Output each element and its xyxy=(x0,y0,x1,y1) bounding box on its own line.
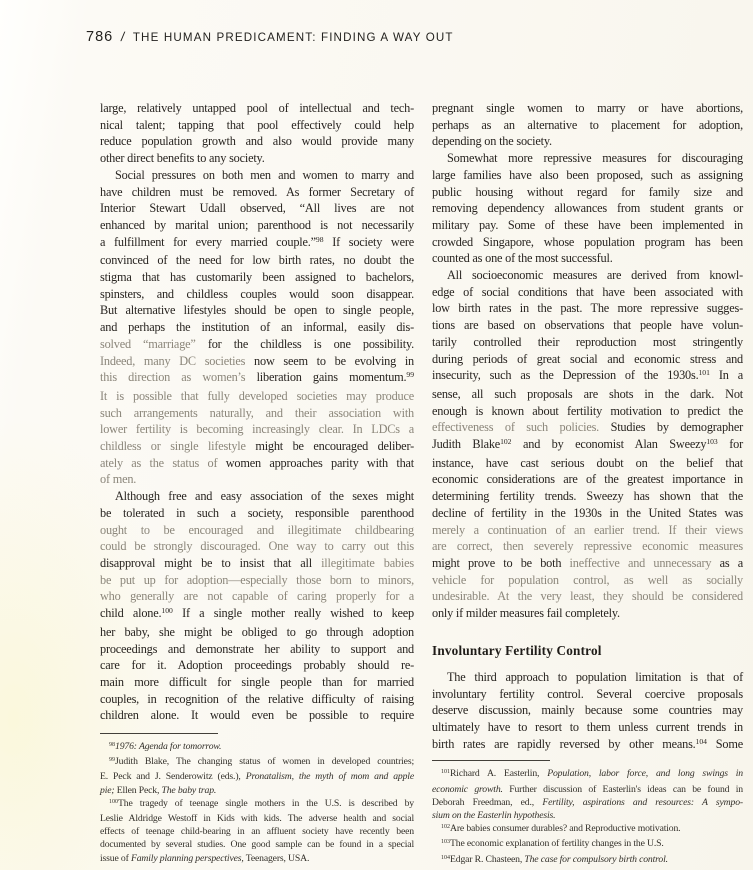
text-line: edge of social conditions that have been associated with xyxy=(432,284,743,299)
text-line: $^{101}$Richard A. Easterlin, Population, labor force, and long swings in xyxy=(441,768,743,780)
text-line: large families have also been proposed, such as assigning xyxy=(432,167,743,182)
text-line: lower fertility is becoming increasingly clear. In LDCs a xyxy=(100,422,414,437)
text-line: nical talent; tapping that pool effectively could help xyxy=(100,117,414,132)
section-heading: Involuntary Fertility Control xyxy=(432,642,602,658)
text-line: Deborah Freedman, ed., Fertility, aspirations and resources: A sympo- xyxy=(432,796,743,808)
text-line: counted as one of the most successful. xyxy=(432,251,613,266)
footnote-rule-left xyxy=(100,733,218,734)
text-line: solved “marriage” for the childless is one possibility. xyxy=(100,336,414,351)
text-line: depending on the society. xyxy=(432,134,552,149)
text-line: might prove to be both ineffective and unnecessary as a xyxy=(432,555,743,570)
text-line: economic considerations are of the greatest importance in xyxy=(432,472,743,487)
text-line: undesirable. At the very least, they should be considered xyxy=(432,589,743,604)
text-line: couples, in recognition of the relative difficulty of raising xyxy=(100,691,414,706)
text-line: But alternative lifestyles should be open to single people, xyxy=(100,303,414,318)
text-line: $^{103}$The economic explanation of fertility changes in the U.S. xyxy=(441,838,664,850)
text-line: stigma that has customarily been assigned to bachelors, xyxy=(100,270,414,285)
text-line: $^{102}$Are babies consumer durables? and Reproductive motivation. xyxy=(441,823,681,835)
text-line: be put up for adoption—especially those born to minors, xyxy=(100,572,414,587)
page-number: 786 xyxy=(86,29,114,45)
text-line: documented by several studies. One good sample can be found in a special xyxy=(100,839,414,851)
text-line: public housing without regard for family size and xyxy=(432,184,743,199)
text-line: ately as the status of women approaches parity with that xyxy=(100,455,414,470)
text-line: E. Peck and J. Senderowitz (eds.), Pronatalism, the myth of mom and apple xyxy=(100,771,414,783)
text-line: are correct, then severely repressive economic measures xyxy=(432,539,743,554)
text-line: All socioeconomic measures are derived from knowl- xyxy=(447,268,743,283)
text-line: during periods of great social and economic stress and xyxy=(432,351,743,366)
text-line: $^{98}$1976: Agenda for tomorrow. xyxy=(109,741,222,753)
text-line: ultimately have to resort to them unless current trends in xyxy=(432,719,743,734)
text-line: It is possible that fully developed societies may produce xyxy=(100,388,414,403)
text-line: who generally are not capable of caring properly for a xyxy=(100,589,414,604)
text-line: children alone. It would even be possible to require xyxy=(100,708,414,723)
right-column xyxy=(432,100,743,868)
text-line: reduce population growth and also would provide many xyxy=(100,134,414,149)
text-line: and perhaps the institution of an informal, easily dis- xyxy=(100,320,414,335)
text-line: enough is known about fertility motivation to predict the xyxy=(432,403,743,418)
text-line: Somewhat more repressive measures for discouraging xyxy=(447,151,743,166)
text-line: Indeed, many DC societies now seem to be evolving in xyxy=(100,353,415,368)
text-line: care for it. Adoption proceedings probably should re- xyxy=(100,658,414,673)
text-line: economic growth. Further discussion of Easterlin's ideas can be found in xyxy=(432,783,743,795)
right-column-body-lower xyxy=(432,669,743,755)
text-line: merely a continuation of an earlier trend. If their views xyxy=(432,522,743,537)
text-line: crowded Singapore, whose population program has been xyxy=(432,234,743,249)
text-line: be tolerated in such a society, responsible parenthood xyxy=(100,505,414,520)
text-line: insecurity, such as the Depression of the 1930s.$^{101}$ In a xyxy=(432,368,743,383)
page-header xyxy=(86,29,454,45)
text-line: effectiveness of such policies. Studies by demographer xyxy=(432,420,743,435)
text-line: instance, have cast serious doubt on the belief that xyxy=(432,455,743,470)
text-line: birth rates are rapidly reversed by other means.$^{104}$ Some xyxy=(432,736,743,751)
text-line: other direct benefits to any society. xyxy=(100,151,265,166)
text-line: large, relatively untapped pool of intellectual and tech- xyxy=(100,101,414,115)
text-line: spinsters, and childless couples would soon disappear. xyxy=(100,286,414,301)
text-line: issue of Family planning perspectives, Teenagers, USA. xyxy=(100,852,310,864)
left-column xyxy=(100,100,414,865)
text-line: convinced of the need for low birth rates, no doubt the xyxy=(100,253,414,268)
text-line: perhaps as an alternative to placement for adoption, xyxy=(432,117,743,132)
text-line: have children must be removed. As former Secretary of xyxy=(100,184,414,199)
text-line: deserve discussion, mainly because some countries may xyxy=(432,703,743,718)
left-column-body xyxy=(100,100,414,724)
text-line: low birth rates in the past. The more repressive sugges- xyxy=(432,301,743,316)
text-line: sium on the Easterlin hypothesis. xyxy=(432,809,556,821)
text-line: military pay. Some of these have been implemented in xyxy=(432,217,743,232)
text-line: Social pressures on both men and women to marry and xyxy=(115,167,414,182)
text-line: Leslie Aldridge Westoff in Kids with kids. The adverse health and social xyxy=(100,813,414,825)
text-line: could be strongly discouraged. One way to carry out this xyxy=(100,539,414,554)
text-line: $^{99}$Judith Blake, The changing status of women in developed countries; xyxy=(109,756,414,768)
text-line: proceedings and demonstrate her ability to support and xyxy=(100,641,414,656)
text-line: of men. xyxy=(100,472,137,487)
text-line: child alone.$^{100}$ If a single mother really wished to keep xyxy=(100,606,414,621)
text-line: decline of fertility in the 1930s in the United States was xyxy=(432,505,743,520)
footnote-rule-right xyxy=(432,760,550,761)
text-line: enhanced by marital union; parenthood is not necessarily xyxy=(100,217,414,232)
text-line: a fulfillment for every married couple.”$^{98}$ If society were xyxy=(100,234,414,249)
text-line: $^{100}$The tragedy of teenage single mothers in the U.S. is described by xyxy=(109,797,414,809)
text-line: Interior Stewart Udall observed, “All lives are not xyxy=(100,201,414,216)
text-line: Although free and easy association of the sexes might xyxy=(115,489,414,504)
text-line: removing dependency allowances from student grants or xyxy=(432,201,743,216)
text-line: determining fertility trends. Sweezy has shown that the xyxy=(432,489,743,504)
text-line: $^{104}$Edgar R. Chasteen, The case for compulsory birth control. xyxy=(441,853,668,865)
text-line: childless or single lifestyle might be encouraged deliber- xyxy=(100,439,414,454)
text-line: pregnant single women to marry or have abortions, xyxy=(432,101,743,115)
text-line: The third approach to population limitation is that of xyxy=(447,669,743,684)
text-line: Judith Blake$^{102}$ and by economist Alan Sweezy$^{103}$ for xyxy=(432,437,743,452)
running-title: THE HUMAN PREDICAMENT: FINDING A WAY OUT xyxy=(132,31,454,44)
text-line: this direction as women’s liberation gains momentum.$^{99}$ xyxy=(100,370,415,385)
text-line: main more difficult for single people than for married xyxy=(100,674,414,689)
right-column-footnotes xyxy=(432,767,743,867)
text-line: such arrangements naturally, and their association with xyxy=(100,405,414,420)
text-line: sense, all such proposals are shots in the dark. Not xyxy=(432,386,743,401)
text-line: tarily controlled their reproduction most stringently xyxy=(432,334,743,349)
text-line: effects of teenage child-bearing in an affluent society have recently been xyxy=(100,826,414,838)
text-line: tions are based on observations that people have volun- xyxy=(432,318,743,333)
text-line: her baby, she might be obliged to go through adoption xyxy=(100,624,414,639)
text-line: involuntary fertility control. Several coercive proposals xyxy=(432,686,743,701)
text-line: pie; Ellen Peck, The baby trap. xyxy=(100,784,217,796)
right-column-body-upper xyxy=(432,100,743,622)
left-column-footnotes xyxy=(100,740,414,865)
text-line: vehicle for population control, as well as socially xyxy=(432,572,743,587)
text-line: only if milder measures fail completely. xyxy=(432,606,620,621)
text-line: disapproval might be to insist that all illegitimate babies xyxy=(100,555,414,570)
text-line: ought to be encouraged and illegitimate childbearing xyxy=(100,522,414,537)
header-separator-slash: / xyxy=(120,29,126,44)
